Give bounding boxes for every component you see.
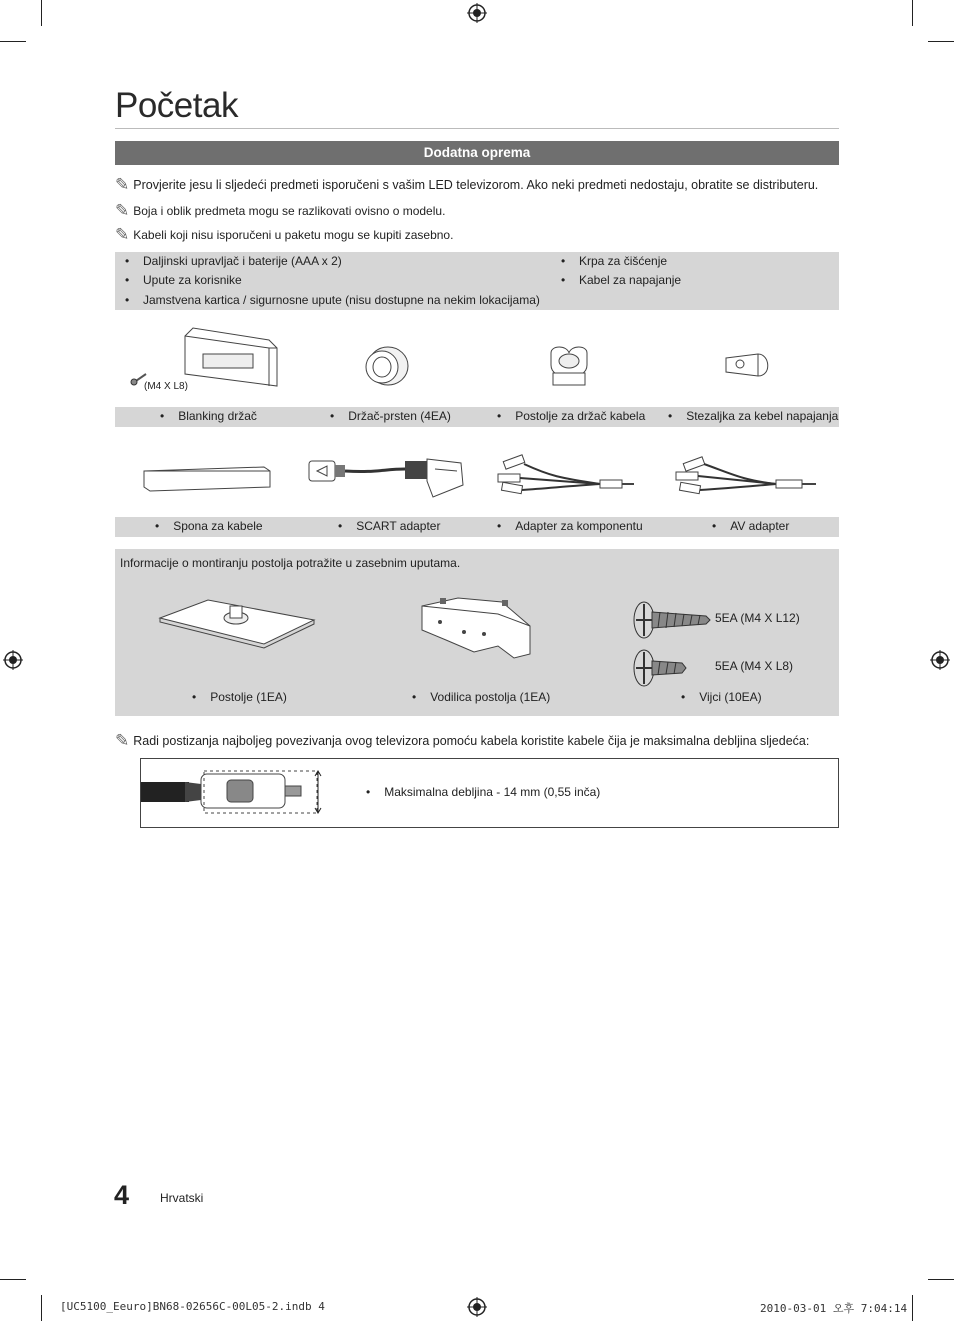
long-screw-icon — [632, 600, 712, 640]
list-item: • Kabel za napajanje — [561, 273, 682, 287]
list-item: • Upute za korisnike — [125, 273, 242, 287]
stand-base-icon — [158, 596, 316, 648]
note-check-items: ✎ Provjerite jesu li sljedeći predmeti isporučeni s vašim LED televizorom. Ako neki predmeti nedostaju, obratite se distributeru. — [115, 175, 819, 194]
list-item: • Blanking držač — [160, 409, 257, 423]
registration-mark-icon — [467, 1297, 487, 1317]
screw-size-label: (M4 X L8) — [144, 381, 188, 392]
footer-language: Hrvatski — [160, 1191, 204, 1205]
blanking-bracket-icon — [183, 326, 279, 388]
power-cable-clamp-icon — [722, 350, 774, 382]
crop-mark — [0, 1279, 26, 1280]
list-item: • Daljinski upravljač i baterije (AAA x 2) — [125, 254, 342, 268]
title-divider — [115, 128, 839, 129]
page-number: 4 — [114, 1180, 130, 1210]
list-item: • Adapter za komponentu — [497, 519, 643, 533]
screw-a-label: 5EA (M4 X L12) — [715, 611, 800, 625]
short-screw-icon — [632, 648, 688, 688]
note-cables-separate: ✎ Kabeli koji nisu isporučeni u paketu mogu se kupiti zasebno. — [115, 225, 454, 244]
list-item: • Držač-prsten (4EA) — [330, 409, 451, 423]
list-item: • SCART adapter — [338, 519, 441, 533]
list-item: • Vijci (10EA) — [681, 690, 762, 704]
stand-info-text: Informacije o montiranju postolja potražite u zasebnim uputama. — [120, 556, 461, 570]
stand-guide-icon — [418, 596, 534, 658]
pencil-note-icon: ✎ — [115, 175, 130, 194]
av-adapter-icon — [672, 452, 822, 500]
cable-tie-icon — [140, 465, 272, 493]
note-color-shape: ✎ Boja i oblik predmeta mogu se razlikovati ovisno o modelu. — [115, 201, 446, 220]
list-item: • Vodilica postolja (1EA) — [412, 690, 551, 704]
list-item: • Postolje (1EA) — [192, 690, 287, 704]
registration-mark-icon — [930, 650, 950, 670]
list-item: • Stezaljka za kebel napajanja — [668, 409, 839, 423]
cable-plug-icon — [141, 768, 327, 816]
print-slug-timestamp: 2010-03-01 오후 7:04:14 — [760, 1302, 908, 1315]
registration-mark-icon — [3, 650, 23, 670]
pencil-note-icon: ✎ — [115, 225, 130, 244]
crop-mark — [41, 1295, 42, 1321]
list-item: • AV adapter — [712, 519, 790, 533]
list-item: • Postolje za držač kabela — [497, 409, 646, 423]
print-slug-file: [UC5100_Eeuro]BN68-02656C-00L05-2.indb 4 — [60, 1300, 325, 1313]
list-item: • Jamstvena kartica / sigurnosne upute (nisu dostupne na nekim lokacijama) — [125, 293, 540, 307]
crop-mark — [41, 0, 42, 26]
crop-mark — [0, 41, 26, 42]
crop-mark — [912, 0, 913, 26]
page-title: Početak — [115, 86, 238, 125]
component-adapter-icon — [490, 452, 640, 500]
crop-mark — [928, 41, 954, 42]
list-item: • Maksimalna debljina - 14 mm (0,55 inča) — [366, 785, 601, 799]
section-heading: Dodatna oprema — [115, 141, 839, 165]
screw-b-label: 5EA (M4 X L8) — [715, 659, 794, 673]
pencil-note-icon: ✎ — [115, 731, 130, 750]
holder-ring-icon — [362, 345, 410, 387]
scart-adapter-icon — [305, 455, 465, 499]
list-item: • Krpa za čišćenje — [561, 254, 668, 268]
crop-mark — [912, 1295, 913, 1321]
registration-mark-icon — [467, 3, 487, 23]
note-cable-thickness: ✎ Radi postizanja najboljeg povezivanja ovog televizora pomoću kabela koristite kabele čija je maksimalna debljina sljedeća: — [115, 731, 810, 750]
list-item: • Spona za kabele — [155, 519, 263, 533]
cable-holder-stand-icon — [545, 343, 593, 387]
crop-mark — [928, 1279, 954, 1280]
pencil-note-icon: ✎ — [115, 201, 130, 220]
